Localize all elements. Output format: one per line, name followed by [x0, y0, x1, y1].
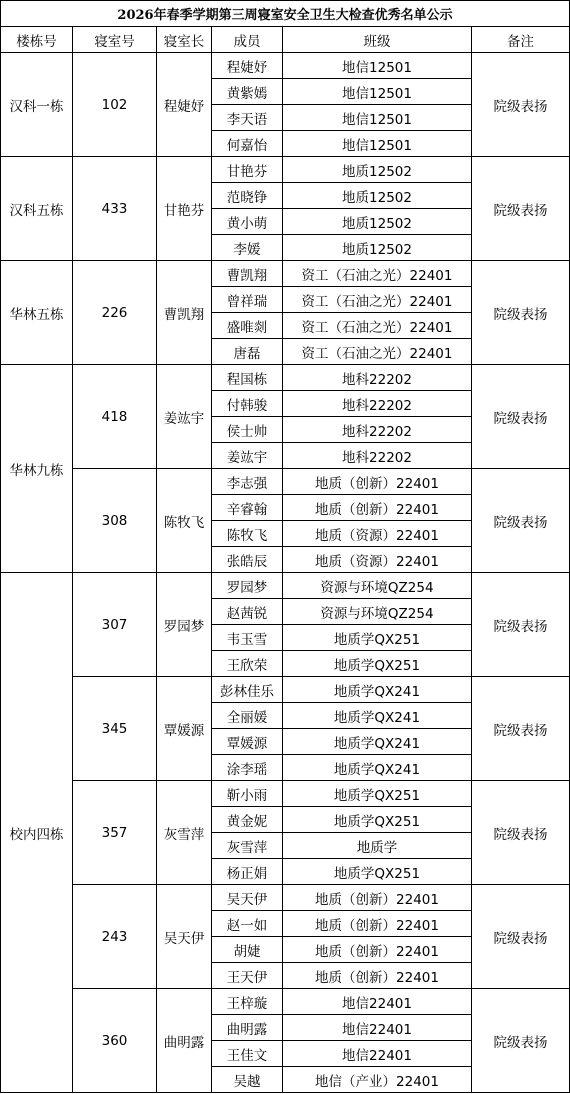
note-cell: 院级表扬 [472, 677, 570, 781]
room-leader-cell: 陈牧飞 [157, 469, 212, 573]
member-name-cell: 赵一如 [212, 911, 283, 937]
room-number-cell: 226 [73, 261, 157, 365]
member-class-cell: 地科22202 [283, 443, 472, 469]
member-class-cell: 地质（资源）22401 [283, 521, 472, 547]
room-number-cell: 357 [73, 781, 157, 885]
room-leader-cell: 程婕妤 [157, 53, 212, 157]
member-class-cell: 地质学QX241 [283, 677, 472, 703]
room-leader-cell: 曲明露 [157, 989, 212, 1093]
member-class-cell: 地质学QX251 [283, 807, 472, 833]
member-name-cell: 唐磊 [212, 339, 283, 365]
member-name-cell: 张皓辰 [212, 547, 283, 573]
building-name-cell: 汉科一栋 [1, 53, 73, 157]
table-row [1, 469, 570, 495]
member-name-cell: 李天语 [212, 105, 283, 131]
member-class-cell: 地质（创新）22401 [283, 937, 472, 963]
member-class-cell: 地质（创新）22401 [283, 885, 472, 911]
member-name-cell: 杨正娟 [212, 859, 283, 885]
member-class-cell: 地质学 [283, 833, 472, 859]
table-row [1, 573, 570, 599]
member-name-cell: 王佳文 [212, 1041, 283, 1067]
member-class-cell: 地质学QX241 [283, 703, 472, 729]
note-cell: 院级表扬 [472, 781, 570, 885]
member-name-cell: 胡婕 [212, 937, 283, 963]
table-row [1, 989, 570, 1015]
member-class-cell: 地质学QX241 [283, 755, 472, 781]
member-class-cell: 资源与环境QZ254 [283, 573, 472, 599]
member-class-cell: 地质（创新）22401 [283, 495, 472, 521]
member-name-cell: 吴天伊 [212, 885, 283, 911]
header-building: 楼栋号 [1, 27, 73, 53]
member-name-cell: 彭林佳乐 [212, 677, 283, 703]
note-cell: 院级表扬 [472, 469, 570, 573]
header-class: 班级 [283, 27, 472, 53]
header-room: 寝室号 [73, 27, 157, 53]
room-leader-cell: 吴天伊 [157, 885, 212, 989]
room-number-cell: 360 [73, 989, 157, 1093]
room-leader-cell: 灰雪萍 [157, 781, 212, 885]
member-class-cell: 地信12501 [283, 131, 472, 157]
header-note: 备注 [472, 27, 570, 53]
member-class-cell: 资工（石油之光）22401 [283, 313, 472, 339]
table-row [1, 781, 570, 807]
member-name-cell: 程国栋 [212, 365, 283, 391]
member-class-cell: 地信12501 [283, 79, 472, 105]
member-class-cell: 地质12502 [283, 209, 472, 235]
note-cell: 院级表扬 [472, 261, 570, 365]
table-row [1, 677, 570, 703]
member-name-cell: 曾祥瑞 [212, 287, 283, 313]
building-name-cell: 校内四栋 [1, 573, 73, 1093]
room-leader-cell: 曹凯翔 [157, 261, 212, 365]
building-name-cell: 华林五栋 [1, 261, 73, 365]
building-name-cell: 华林九栋 [1, 365, 73, 573]
member-name-cell: 甘艳芬 [212, 157, 283, 183]
table-row [1, 261, 570, 287]
member-class-cell: 地质学QX251 [283, 651, 472, 677]
member-class-cell: 地信（产业）22401 [283, 1067, 472, 1093]
member-name-cell: 辛睿翰 [212, 495, 283, 521]
member-class-cell: 地信22401 [283, 1015, 472, 1041]
room-number-cell: 243 [73, 885, 157, 989]
table-row [1, 885, 570, 911]
member-name-cell: 李媛 [212, 235, 283, 261]
note-cell: 院级表扬 [472, 989, 570, 1093]
member-class-cell: 地信12501 [283, 53, 472, 79]
member-class-cell: 地科22202 [283, 391, 472, 417]
member-class-cell: 地质12502 [283, 183, 472, 209]
member-class-cell: 地信22401 [283, 989, 472, 1015]
member-class-cell: 资工（石油之光）22401 [283, 261, 472, 287]
member-name-cell: 曲明露 [212, 1015, 283, 1041]
member-class-cell: 资工（石油之光）22401 [283, 287, 472, 313]
room-leader-cell: 覃媛源 [157, 677, 212, 781]
note-cell: 院级表扬 [472, 573, 570, 677]
room-number-cell: 307 [73, 573, 157, 677]
room-number-cell: 308 [73, 469, 157, 573]
member-class-cell: 地质学QX251 [283, 859, 472, 885]
room-leader-cell: 罗园梦 [157, 573, 212, 677]
member-class-cell: 地质12502 [283, 157, 472, 183]
note-cell: 院级表扬 [472, 885, 570, 989]
room-leader-cell: 姜竑宇 [157, 365, 212, 469]
member-class-cell: 资工（石油之光）22401 [283, 339, 472, 365]
member-name-cell: 涂李瑶 [212, 755, 283, 781]
header-leader: 寝室长 [157, 27, 212, 53]
member-class-cell: 地科22202 [283, 417, 472, 443]
member-name-cell: 罗园梦 [212, 573, 283, 599]
sheet-title: 2026年春季学期第三周寝室安全卫生大检查优秀名单公示 [1, 1, 570, 27]
member-name-cell: 曹凯翔 [212, 261, 283, 287]
room-number-cell: 102 [73, 53, 157, 157]
member-name-cell: 范晓铮 [212, 183, 283, 209]
room-leader-cell: 甘艳芬 [157, 157, 212, 261]
member-class-cell: 地质（资源）22401 [283, 547, 472, 573]
member-name-cell: 付韩骏 [212, 391, 283, 417]
note-cell: 院级表扬 [472, 53, 570, 157]
member-name-cell: 黄金妮 [212, 807, 283, 833]
member-class-cell: 地质12502 [283, 235, 472, 261]
member-class-cell: 地质（创新）22401 [283, 911, 472, 937]
member-name-cell: 覃媛源 [212, 729, 283, 755]
title-row [1, 1, 570, 27]
member-class-cell: 地信12501 [283, 105, 472, 131]
member-name-cell: 靳小雨 [212, 781, 283, 807]
member-class-cell: 地质学QX251 [283, 625, 472, 651]
building-name-cell: 汉科五栋 [1, 157, 73, 261]
member-name-cell: 黄小萌 [212, 209, 283, 235]
member-name-cell: 韦玉雪 [212, 625, 283, 651]
member-name-cell: 王天伊 [212, 963, 283, 989]
member-name-cell: 陈牧飞 [212, 521, 283, 547]
member-class-cell: 地质（创新）22401 [283, 963, 472, 989]
room-number-cell: 433 [73, 157, 157, 261]
note-cell: 院级表扬 [472, 157, 570, 261]
member-name-cell: 王欣荣 [212, 651, 283, 677]
table-body [1, 1, 570, 1093]
table-row [1, 157, 570, 183]
member-name-cell: 姜竑宇 [212, 443, 283, 469]
table-row [1, 365, 570, 391]
member-class-cell: 地质（创新）22401 [283, 469, 472, 495]
member-name-cell: 赵茜锐 [212, 599, 283, 625]
member-name-cell: 何嘉怡 [212, 131, 283, 157]
room-number-cell: 345 [73, 677, 157, 781]
member-name-cell: 灰雪萍 [212, 833, 283, 859]
note-cell: 院级表扬 [472, 365, 570, 469]
member-class-cell: 地信22401 [283, 1041, 472, 1067]
member-name-cell: 吴越 [212, 1067, 283, 1093]
member-class-cell: 地质学QX251 [283, 781, 472, 807]
header-member: 成员 [212, 27, 283, 53]
member-name-cell: 黄紫嫣 [212, 79, 283, 105]
room-number-cell: 418 [73, 365, 157, 469]
member-name-cell: 李志强 [212, 469, 283, 495]
header-row [1, 27, 570, 53]
member-name-cell: 王梓璇 [212, 989, 283, 1015]
member-name-cell: 盛唯剡 [212, 313, 283, 339]
table-row [1, 53, 570, 79]
member-class-cell: 资源与环境QZ254 [283, 599, 472, 625]
member-name-cell: 全丽媛 [212, 703, 283, 729]
member-class-cell: 地质学QX241 [283, 729, 472, 755]
member-name-cell: 程婕妤 [212, 53, 283, 79]
member-name-cell: 侯士帅 [212, 417, 283, 443]
member-class-cell: 地科22202 [283, 365, 472, 391]
